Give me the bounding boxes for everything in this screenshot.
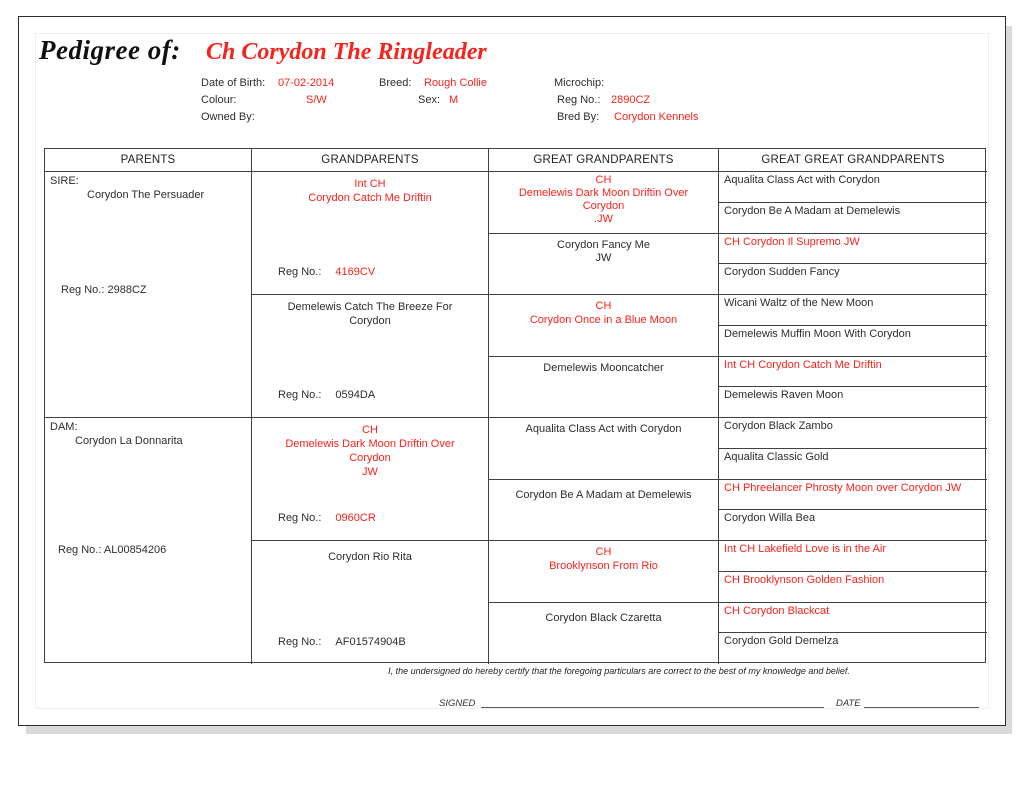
- great-grandparent-name: Corydon Fancy Me JW: [557, 238, 650, 264]
- grandparent-cell: [252, 541, 489, 664]
- date-of-birth-label: Date of Birth:: [201, 77, 266, 89]
- great-grandparent-name: Corydon Be A Madam at Demelewis: [515, 488, 692, 501]
- certificate-page: [18, 16, 1006, 726]
- ggg-entry: CH Phreelancer Phrosty Moon over Corydon JW: [719, 480, 987, 511]
- bred-by-label: Bred By:: [557, 111, 600, 123]
- ggg-entry: Aqualita Class Act with Corydon: [719, 172, 987, 203]
- dam-reg: Reg No.: AL00854206: [58, 544, 167, 556]
- date-line: [864, 696, 979, 708]
- great-grandparent-cell: [489, 480, 719, 542]
- sire-role-label: SIRE:: [50, 175, 79, 187]
- reg-no-value: 2890CZ: [611, 94, 651, 106]
- dam-name: Corydon La Donnarita: [75, 435, 183, 447]
- grandparent-cell: [252, 418, 489, 541]
- ggg-entry: Aqualita Classic Gold: [719, 449, 987, 480]
- grandparent-name: Corydon Rio Rita: [328, 551, 412, 563]
- date-of-birth-value: 07-02-2014: [278, 77, 335, 89]
- certification-statement: I, the undersigned do hereby certify that the foregoing particulars are correct to the best of my knowledge and belief.: [388, 666, 850, 676]
- great-grandparent-name: Aqualita Class Act with Corydon: [525, 423, 682, 435]
- dog-name-title: Ch Corydon The Ringleader: [206, 39, 487, 65]
- grandparent-name: Demelewis Catch The Breeze For Corydon: [287, 301, 453, 327]
- ggg-entry: Demelewis Raven Moon: [719, 387, 987, 418]
- great-grandparent-cell: [489, 603, 719, 665]
- dam-role-label: DAM:: [50, 421, 78, 433]
- signed-line: [481, 696, 824, 708]
- great-grandparent-name: CH Demelewis Dark Moon Driftin Over Corydon .JW: [518, 174, 689, 225]
- ggg-entry: CH Brooklynson Golden Fashion: [719, 572, 987, 603]
- grandparent-reg: Reg No.: 4169CV: [278, 266, 376, 278]
- owned-by-label: Owned By:: [201, 111, 255, 123]
- grandparent-cell: [252, 295, 489, 418]
- dam-cell: [45, 418, 252, 664]
- colour-value: S/W: [306, 94, 327, 106]
- great-grandparent-name: Demelewis Mooncatcher: [543, 361, 664, 374]
- great-grandparent-cell: [489, 541, 719, 603]
- sire-name: Corydon The Persuader: [87, 189, 205, 201]
- grandparent-name: CH Demelewis Dark Moon Driftin Over Corydon JW: [285, 424, 455, 478]
- breed-value: Rough Collie: [424, 77, 487, 89]
- ggg-entry: Int CH Lakefield Love is in the Air: [719, 541, 987, 572]
- grandparent-reg: Reg No.: 0960CR: [278, 512, 376, 524]
- ggg-entry: Corydon Willa Bea: [719, 510, 987, 541]
- bred-by-value: Corydon Kennels: [614, 111, 699, 123]
- sex-label: Sex:: [418, 94, 441, 106]
- great-grandparent-name: CH Brooklynson From Rio: [549, 546, 658, 572]
- signed-label: SIGNED: [439, 698, 476, 709]
- ggg-entry: Corydon Gold Demelza: [724, 635, 839, 648]
- sire-reg: Reg No.: 2988CZ: [61, 284, 147, 296]
- ggg-entry: CH Corydon Blackcat: [719, 603, 987, 634]
- colour-label: Colour:: [201, 94, 237, 106]
- grandparent-reg: Reg No.: AF01574904B: [278, 636, 406, 648]
- header-grandparents: GRANDPARENTS: [252, 149, 489, 172]
- ggg-entry: Demelewis Muffin Moon With Corydon: [719, 326, 987, 357]
- ggg-entry: Corydon Be A Madam at Demelewis: [719, 203, 987, 234]
- grandparent-name: Int CH Corydon Catch Me Driftin: [308, 178, 432, 204]
- header-great-grandparents: GREAT GRANDPARENTS: [489, 149, 719, 172]
- microchip-label: Microchip:: [554, 77, 605, 89]
- great-grandparent-cell: [489, 418, 719, 480]
- header-parents: PARENTS: [45, 149, 252, 172]
- ggg-entry: CH Corydon Il Supremo JW: [719, 234, 987, 265]
- great-grandparent-cell: [489, 295, 719, 357]
- great-grandparent-cell: [489, 234, 719, 296]
- great-grandparent-cell: [489, 357, 719, 419]
- breed-label: Breed:: [379, 77, 412, 89]
- grandparent-reg: Reg No.: 0594DA: [278, 389, 376, 401]
- ggg-entry: Corydon Sudden Fancy: [719, 264, 987, 295]
- ggg-entry: Wicani Waltz of the New Moon: [719, 295, 987, 326]
- great-grandparent-name: Corydon Black Czaretta: [545, 611, 662, 624]
- date-label: DATE: [836, 698, 861, 709]
- sire-cell: [45, 172, 252, 418]
- reg-no-label: Reg No.:: [557, 94, 601, 106]
- grandparent-cell: [252, 172, 489, 295]
- great-grandparent-cell: [489, 172, 719, 234]
- pedigree-table: [44, 148, 986, 663]
- ggg-entry: Corydon Black Zambo: [719, 418, 987, 449]
- great-grandparent-name: CH Corydon Once in a Blue Moon: [529, 300, 678, 326]
- ggg-entry: Int CH Corydon Catch Me Driftin: [719, 357, 987, 388]
- pedigree-of-label: Pedigree of:: [39, 35, 181, 65]
- header-great-great-grandparents: GREAT GREAT GRANDPARENTS: [719, 149, 987, 172]
- sex-value: M: [449, 94, 459, 106]
